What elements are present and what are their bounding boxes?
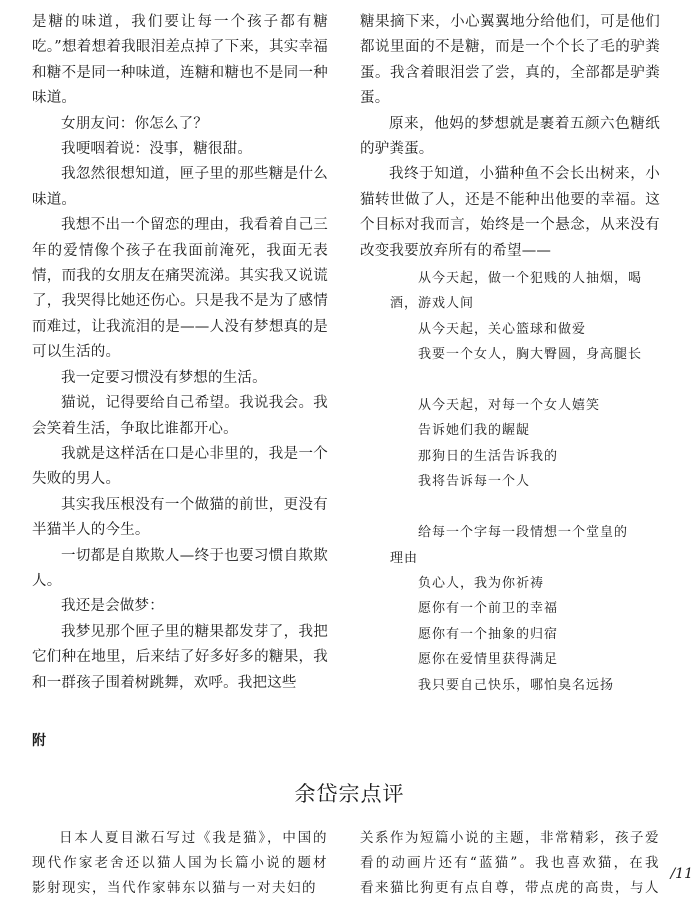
stanza-break	[360, 495, 660, 520]
poem-line: 愿你有一个抽象的归宿	[418, 626, 559, 642]
paragraph: 女朋友问：你怎么了？	[61, 115, 208, 132]
paragraph: 我一定要习惯没有梦想的生活。	[61, 369, 267, 386]
paragraph: 我终于知道，小猫种鱼不会长出树来，小猫转世做了人，还是不能种出他要的幸福。这个目标对我而言，始终是一个悬念，从来没有改变我要放弃所有的希望——	[360, 166, 660, 259]
review-right-column	[360, 826, 660, 901]
paragraph: 是糖的味道，我们要让每一个孩子都有糖吃。”想着想着我眼泪差点掉了下来，其实幸福和糖不是同一种味道，连糖和糖也不是同一种味道。	[32, 14, 328, 107]
poem-line: 那狗日的生活告诉我的	[418, 448, 559, 464]
poem-line: 酒，游戏人间	[390, 296, 475, 312]
paragraph: 我梦见那个匣子里的糖果都发芽了，我把它们种在地里，后来结了好多好多的糖果，我和一群孩子围着树跳舞，欢呼。我把这些	[32, 623, 328, 691]
poem	[360, 266, 660, 698]
paragraph: 我哽咽着说：没事，糖很甜。	[61, 141, 253, 158]
paragraph: 我忽然很想知道，匣子里的那些糖是什么味道。	[32, 166, 328, 208]
poem-line: 我将告诉每一个人	[418, 474, 531, 490]
paragraph: 其实我压根没有一个做猫的前世，更没有半猫半人的今生。	[32, 496, 328, 539]
review-left-column	[32, 826, 328, 901]
paragraph: 我还是会做梦：	[61, 598, 164, 615]
paragraph: 一切都是自欺欺人—终于也要习惯自欺欺人。	[32, 547, 328, 589]
appendix-label: 附	[32, 733, 46, 749]
paragraph: 我想不出一个留恋的理由，我看着自己三年的爱情像个孩子在我面前淹死，我面无表情，而我的女朋友在痛哭流涕。其实我又说谎了，我哭得比她还伤心。只是我不是为了感情而难过，让我流泪的是——人没有梦想真的是可以生活的。	[32, 217, 328, 361]
poem-line: 从今天起，对每一个女人嬉笑	[418, 398, 601, 414]
poem-line: 我只要自己快乐，哪怕臭名远扬	[418, 677, 615, 693]
poem-line: 愿你在爱情里获得满足	[418, 652, 559, 668]
left-column	[32, 10, 328, 696]
review-paragraph: 日本人夏目漱石写过《我是猫》，中国的现代作家老舍还以猫人国为长篇小说的题材影射现实，当代作家韩东以猫与一对夫妇的	[32, 830, 328, 896]
review-paragraph: 关系作为短篇小说的主题，非常精彩，孩子爱看的动画片还有“蓝猫”。我也喜欢猫，在我看来猫比狗更有点自尊，带点虎的高贵，与人	[360, 830, 660, 896]
poem-line: 告诉她们我的龌龊	[418, 423, 531, 439]
poem-line: 负心人，我为你祈祷	[418, 575, 545, 591]
stanza-break	[360, 368, 660, 393]
poem-line: 理由	[390, 550, 419, 566]
paragraph: 我就是这样活在口是心非里的，我是一个失败的男人。	[32, 445, 328, 488]
poem-line: 从今天起，关心篮球和做爱	[418, 321, 587, 337]
right-column	[360, 10, 660, 698]
paragraph: 原来，他妈的梦想就是裹着五颜六色糖纸的驴粪蛋。	[360, 115, 660, 158]
poem-line: 从今天起，做一个犯贱的人抽烟，喝	[418, 271, 643, 287]
poem-line: 我要一个女人，胸大臀圆，身高腿长	[418, 347, 643, 363]
poem-line: 给每一个字每一段情想一个堂皇的	[418, 525, 629, 541]
page-number: /11	[670, 866, 693, 882]
poem-line: 愿你有一个前卫的幸福	[418, 601, 559, 617]
paragraph: 猫说，记得要给自己希望。我说我会。我会笑着生活，争取比谁都开心。	[32, 395, 328, 437]
right-prose	[360, 10, 660, 264]
paragraph: 糖果摘下来，小心翼翼地分给他们，可是他们都说里面的不是糖，而是一个个长了毛的驴粪蛋。我含着眼泪尝了尝，真的，全部都是驴粪蛋。	[360, 14, 660, 107]
section-title: 余岱宗点评	[294, 782, 405, 806]
